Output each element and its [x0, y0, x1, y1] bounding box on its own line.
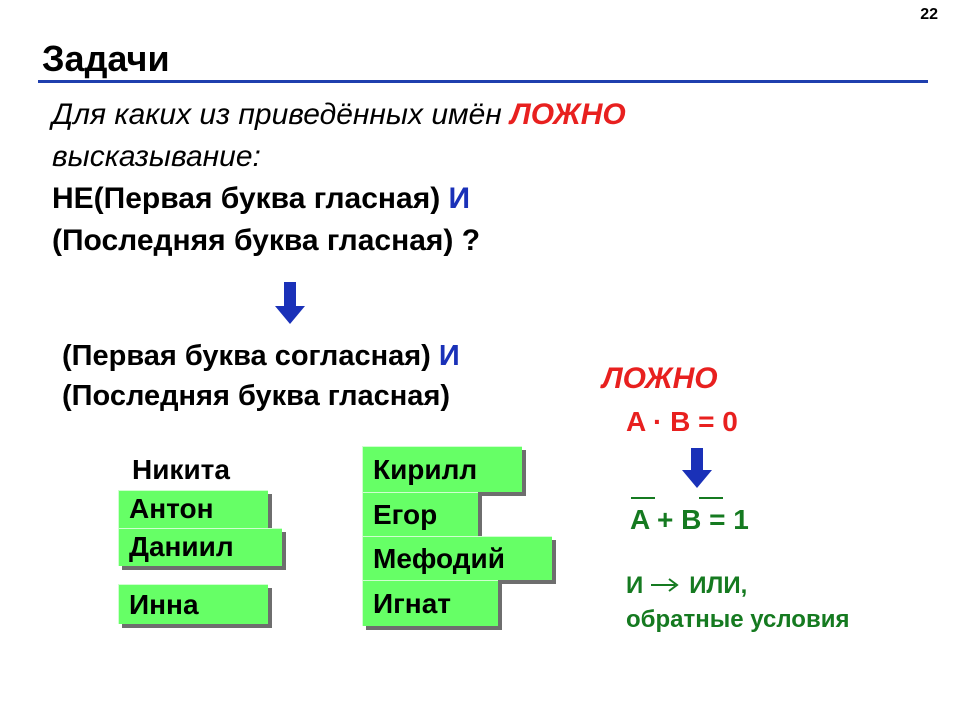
not-a: A [630, 504, 650, 535]
slide-number: 22 [920, 6, 938, 23]
question-text: Для каких из приведённых имён [52, 98, 511, 131]
name-ignat: Игнат [362, 580, 498, 626]
rule-or: ИЛИ, [689, 572, 748, 599]
down-arrow-icon-2 [682, 448, 712, 488]
name-inna: Инна [118, 584, 268, 624]
question-line-3 [52, 178, 470, 220]
false-keyword: ЛОЖНО [510, 98, 626, 131]
overline-b [699, 497, 723, 499]
overline-a [631, 497, 655, 499]
rule-line-1 [626, 572, 747, 600]
equation-and-false: A · B = 0 [626, 406, 738, 437]
name-anton: Антон [118, 490, 268, 528]
name-kirill: Кирилл [362, 446, 522, 492]
negated-condition: НЕ(Первая буква гласная) [52, 182, 449, 215]
transformed-line-2: (Последняя буква гласная) [62, 380, 451, 412]
slide-title: Задачи [42, 38, 170, 79]
question-line-1 [52, 94, 626, 136]
question-line-4: (Последняя буква гласная) ? [52, 224, 481, 257]
not-b: B [681, 504, 702, 535]
equation-or-true [630, 504, 749, 536]
name-egor: Егор [362, 492, 478, 536]
consonant-condition: (Первая буква согласная) [62, 340, 439, 372]
false-label: ЛОЖНО [602, 362, 718, 395]
plus-operator: + [649, 504, 682, 535]
transformed-line-1 [62, 336, 460, 376]
question-line-2: высказывание: [52, 140, 261, 173]
and-operator-2: И [438, 340, 460, 372]
title-underline [38, 80, 928, 83]
right-arrow-icon [649, 576, 683, 594]
name-mefodiy: Мефодий [362, 536, 552, 580]
name-nikita: Никита [132, 454, 230, 485]
equals-one: = 1 [701, 504, 749, 535]
rule-and: И [626, 572, 644, 599]
and-operator: И [448, 182, 471, 215]
rule-line-2: обратные условия [626, 606, 850, 633]
down-arrow-icon [275, 282, 305, 324]
name-daniil: Даниил [118, 528, 282, 566]
